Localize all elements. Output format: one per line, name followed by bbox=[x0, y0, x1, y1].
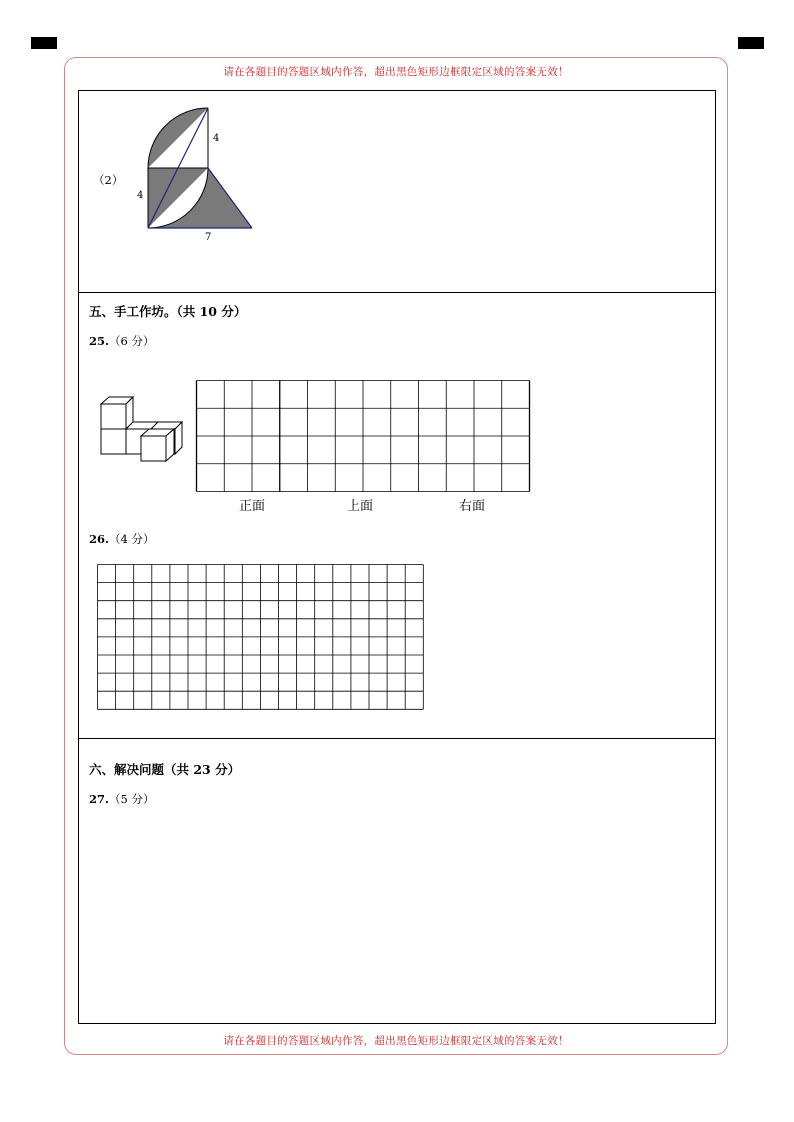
q27-number: 27. bbox=[89, 792, 110, 806]
q26-number: 26. bbox=[89, 532, 110, 546]
warning-top: 请在各题目的答题区域内作答，超出黑色矩形边框限定区域的答案无效！ bbox=[223, 66, 569, 78]
section6-title: 六、解决问题（共 23 分） bbox=[89, 762, 241, 777]
label-bottom: 7 bbox=[205, 232, 212, 243]
warning-bottom: 请在各题目的答题区域内作答，超出黑色矩形边框限定区域的答案无效！ bbox=[223, 1035, 569, 1047]
part2-label: （2） bbox=[93, 173, 124, 187]
q25-number: 25. bbox=[89, 334, 110, 348]
q27-points: （5 分） bbox=[109, 792, 155, 806]
q25-points: （6 分） bbox=[109, 334, 155, 348]
q27-heading bbox=[89, 791, 155, 807]
q26-points: （4 分） bbox=[109, 532, 155, 546]
section-divider-6 bbox=[78, 738, 716, 739]
section5-title: 五、手工作坊。（共 10 分） bbox=[89, 304, 247, 319]
view-label-top: 上面 bbox=[347, 499, 374, 514]
view-grid bbox=[196, 380, 530, 492]
q26-heading bbox=[89, 531, 155, 547]
drawing-grid bbox=[97, 564, 424, 710]
view-label-front: 正面 bbox=[239, 499, 266, 514]
label-top-right: 4 bbox=[213, 133, 220, 144]
view-label-right: 右面 bbox=[459, 499, 486, 514]
label-left: 4 bbox=[137, 190, 144, 201]
